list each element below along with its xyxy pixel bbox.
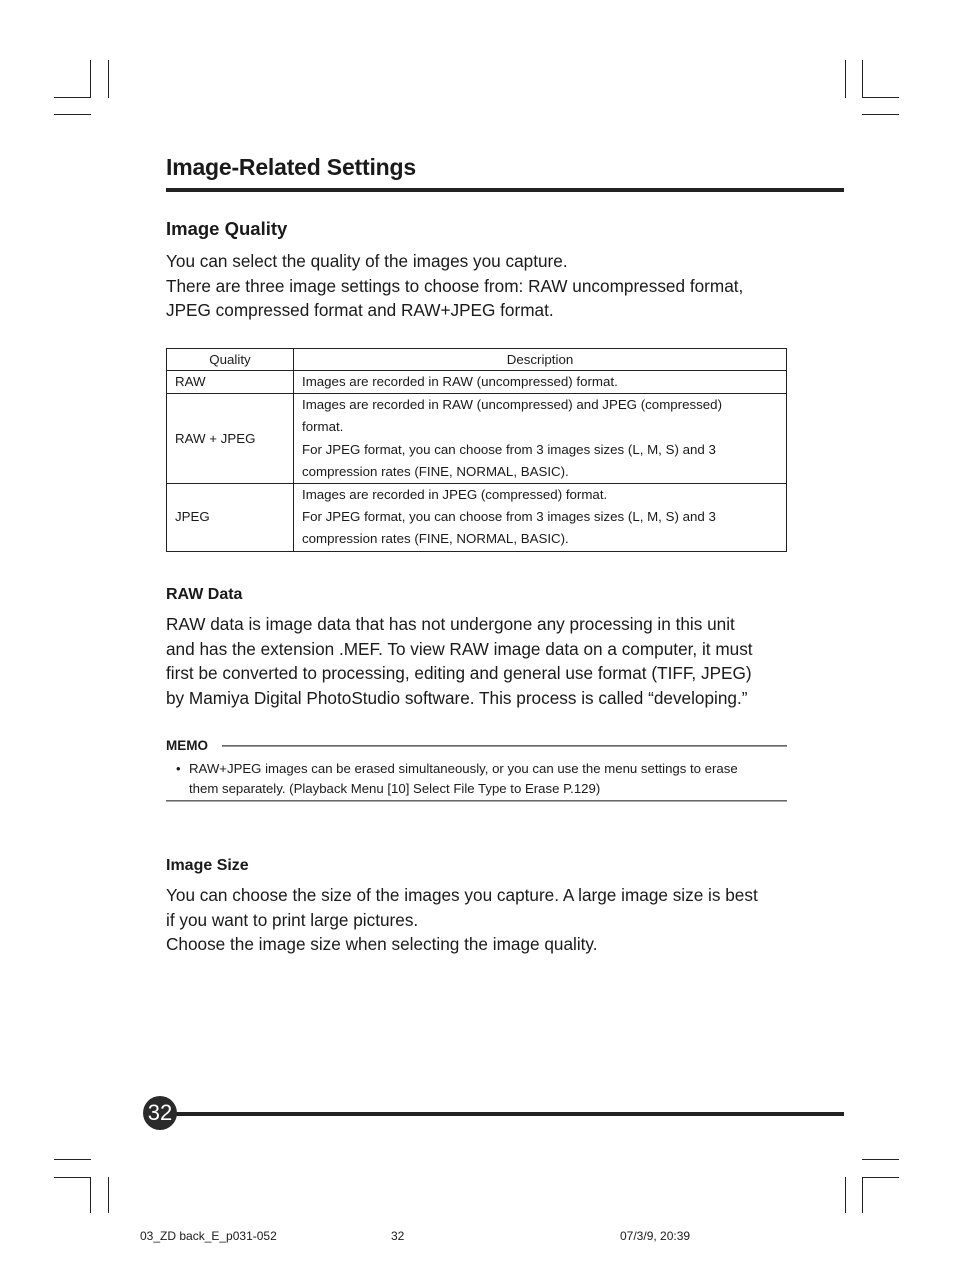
intro-line: You can select the quality of the images you capture.: [166, 251, 568, 271]
description-line: Images are recorded in RAW (uncompressed) and JPEG (compressed): [302, 397, 723, 413]
crop-mark-bottom-right-h2: [862, 1177, 899, 1178]
image-size-heading: Image Size: [166, 857, 249, 874]
memo-rule-bottom: [166, 800, 787, 802]
page-title: Image-Related Settings: [166, 154, 416, 180]
crop-mark-top-left-h2: [54, 114, 91, 115]
raw-data-line: first be converted to processing, editing and general use format (TIFF, JPEG): [166, 663, 752, 683]
description-cell: [294, 371, 787, 394]
image-size-paragraph: [166, 883, 787, 957]
memo-line: RAW+JPEG images can be erased simultaneously, or you can use the menu settings to erase: [189, 761, 738, 776]
description-cell: [294, 484, 787, 552]
crop-mark-top-right-v2: [862, 60, 863, 98]
memo-line: them separately. (Playback Menu [10] Select File Type to Erase P.129): [189, 781, 601, 796]
intro-line: JPEG compressed format and RAW+JPEG format.: [166, 300, 554, 320]
crop-mark-top-right-v1: [845, 60, 846, 98]
title-rule: [166, 188, 844, 192]
description-cell: [294, 394, 787, 484]
crop-mark-bottom-left-h2: [54, 1177, 91, 1178]
quality-table: [166, 348, 787, 552]
image-quality-heading: Image Quality: [166, 218, 288, 239]
table-header-row: [167, 349, 787, 371]
page-number-rule: [174, 1112, 844, 1116]
page-number-badge: 32: [143, 1096, 177, 1130]
description-line: For JPEG format, you can choose from 3 images sizes (L, M, S) and 3: [302, 509, 716, 525]
footer-timestamp: 07/3/9, 20:39: [620, 1229, 691, 1243]
crop-mark-bottom-right-h1: [862, 1159, 899, 1160]
description-line: For JPEG format, you can choose from 3 images sizes (L, M, S) and 3: [302, 441, 716, 457]
crop-mark-top-right-h2: [862, 114, 899, 115]
footer-page: 32: [391, 1229, 405, 1243]
image-size-line: Choose the image size when selecting the image quality.: [166, 934, 598, 954]
raw-data-paragraph: [166, 612, 787, 710]
crop-mark-top-right-h1: [862, 97, 899, 98]
quality-cell: RAW + JPEG: [167, 394, 294, 484]
memo-label: MEMO: [166, 738, 208, 753]
crop-mark-bottom-left-h1: [54, 1159, 91, 1160]
description-line: compression rates (FINE, NORMAL, BASIC).: [302, 531, 569, 547]
column-header-description: Description: [294, 349, 787, 371]
crop-mark-top-left-h1: [54, 97, 91, 98]
crop-mark-bottom-right-v1: [845, 1177, 846, 1213]
footer-file-name: 03_ZD back_E_p031-052: [140, 1229, 277, 1243]
column-header-quality: Quality: [167, 349, 294, 371]
table-row: [167, 484, 787, 552]
description-line: compression rates (FINE, NORMAL, BASIC).: [302, 463, 569, 479]
crop-mark-top-left-v2: [108, 60, 109, 98]
quality-cell: RAW: [167, 371, 294, 394]
image-size-line: if you want to print large pictures.: [166, 909, 419, 930]
memo-text: [189, 759, 787, 799]
raw-data-heading: RAW Data: [166, 586, 243, 603]
table-row: [167, 371, 787, 394]
image-quality-intro: [166, 249, 787, 323]
description-line: Images are recorded in JPEG (compressed) format.: [302, 487, 608, 503]
crop-mark-bottom-left-v1: [90, 1177, 91, 1213]
raw-data-line: by Mamiya Digital PhotoStudio software. This process is called “developing.”: [166, 687, 748, 708]
crop-mark-bottom-left-v2: [108, 1177, 109, 1213]
image-size-line: You can choose the size of the images you capture. A large image size is best: [166, 885, 758, 905]
description-line: Images are recorded in RAW (uncompressed) format.: [302, 374, 618, 389]
memo-bullet: •: [176, 761, 181, 776]
description-line: format.: [302, 419, 344, 435]
memo-rule-top: [222, 745, 787, 747]
crop-mark-top-left-v1: [90, 60, 91, 98]
intro-line: There are three image settings to choose from: RAW uncompressed format,: [166, 275, 744, 296]
quality-cell: JPEG: [167, 484, 294, 552]
crop-mark-bottom-right-v2: [862, 1177, 863, 1213]
raw-data-line: and has the extension .MEF. To view RAW image data on a computer, it must: [166, 638, 753, 659]
table-row: [167, 394, 787, 484]
raw-data-line: RAW data is image data that has not undergone any processing in this unit: [166, 614, 735, 634]
